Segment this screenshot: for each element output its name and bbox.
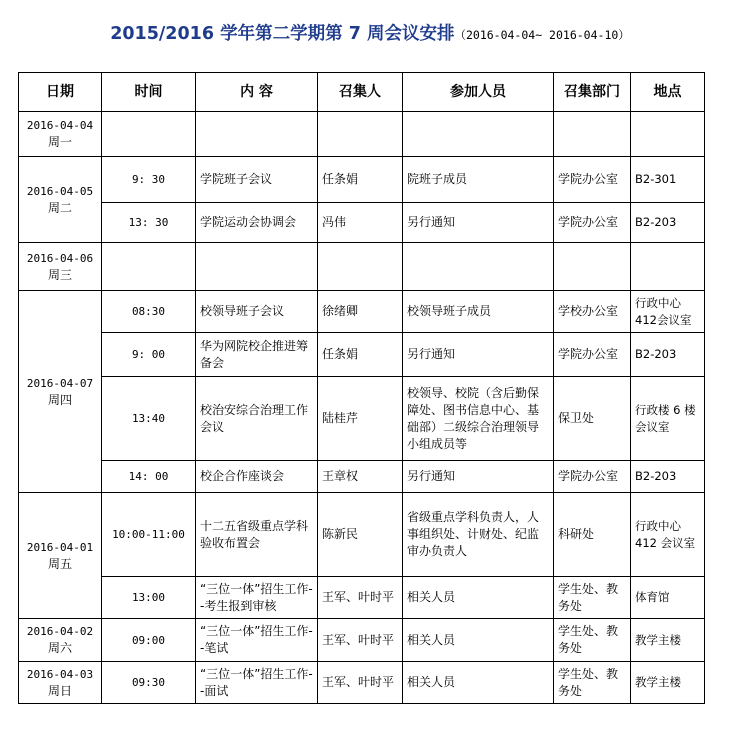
empty-cell: [554, 112, 631, 157]
table-row: [19, 243, 705, 291]
meeting-time: 09:30: [102, 662, 196, 704]
meeting-dept: 学生处、教务处: [554, 577, 631, 619]
day-cell: [19, 619, 102, 662]
empty-cell: [403, 112, 554, 157]
meeting-attendees: 相关人员: [403, 619, 554, 662]
meeting-dept: 学生处、教务处: [554, 619, 631, 662]
meeting-location: B2-203: [631, 203, 705, 243]
meeting-attendees: 另行通知: [403, 203, 554, 243]
meeting-location: 体育馆: [631, 577, 705, 619]
meeting-attendees: 院班子成员: [403, 157, 554, 203]
meeting-content: 学院班子会议: [196, 157, 318, 203]
meeting-schedule-table: [18, 72, 705, 704]
meeting-dept: 科研处: [554, 493, 631, 577]
meeting-convener: 陈新民: [318, 493, 403, 577]
header-location: 地点: [631, 73, 705, 112]
header-attendees: 参加人员: [403, 73, 554, 112]
table-row: [19, 619, 705, 662]
meeting-convener: 陆桂芹: [318, 377, 403, 461]
meeting-time: 13:00: [102, 577, 196, 619]
day-cell: [19, 112, 102, 157]
meeting-attendees: 省级重点学科负责人，人事组织处、计财处、纪监审办负责人: [403, 493, 554, 577]
meeting-convener: 王军、叶时平: [318, 662, 403, 704]
header-row: [19, 73, 705, 112]
day-date: 2016-04-05: [26, 184, 94, 198]
meeting-dept: 学院办公室: [554, 203, 631, 243]
meeting-content: “三位一体”招生工作--笔试: [196, 619, 318, 662]
table-row: [19, 333, 705, 377]
meeting-content: 校领导班子会议: [196, 291, 318, 333]
meeting-attendees: 相关人员: [403, 662, 554, 704]
meeting-content: 校治安综合治理工作会议: [196, 377, 318, 461]
meeting-dept: 学院办公室: [554, 333, 631, 377]
header-convener: 召集人: [318, 73, 403, 112]
meeting-time: 14: 00: [102, 461, 196, 493]
meeting-location: 行政中心412 会议室: [631, 493, 705, 577]
table-row: [19, 112, 705, 157]
day-date: 2016-04-01: [26, 540, 94, 554]
table-row: [19, 662, 705, 704]
day-weekday: 周二: [47, 200, 72, 215]
header-dept: 召集部门: [554, 73, 631, 112]
meeting-location: 行政中心412会议室: [631, 291, 705, 333]
day-weekday: 周六: [47, 641, 72, 655]
empty-cell: [196, 112, 318, 157]
meeting-time: 9: 30: [102, 157, 196, 203]
meeting-location: 教学主楼: [631, 619, 705, 662]
meeting-attendees: 校领导、校院（含后勤保障处、图书信息中心、基础部）二级综合治理领导小组成员等: [403, 377, 554, 461]
day-cell: [19, 662, 102, 704]
meeting-time: 13: 30: [102, 203, 196, 243]
page-title: [0, 20, 740, 45]
day-weekday: 周四: [47, 392, 72, 407]
day-weekday: 周一: [47, 135, 72, 149]
meeting-attendees: 另行通知: [403, 461, 554, 493]
meeting-convener: 任条娟: [318, 157, 403, 203]
header-content: 内 容: [196, 73, 318, 112]
day-date: 2016-04-07: [26, 376, 94, 390]
meeting-convener: 任条娟: [318, 333, 403, 377]
header-time: 时间: [102, 73, 196, 112]
day-weekday: 周三: [47, 267, 72, 282]
meeting-attendees: 校领导班子成员: [403, 291, 554, 333]
meeting-dept: 学校办公室: [554, 291, 631, 333]
day-date: 2016-04-04: [26, 119, 94, 132]
meeting-dept: 学生处、教务处: [554, 662, 631, 704]
meeting-content: 校企合作座谈会: [196, 461, 318, 493]
day-weekday: 周日: [47, 683, 72, 698]
table-row: [19, 577, 705, 619]
day-date: 2016-04-03: [26, 667, 94, 681]
meeting-content: 学院运动会协调会: [196, 203, 318, 243]
meeting-content: “三位一体”招生工作--考生报到审核: [196, 577, 318, 619]
empty-cell: [318, 112, 403, 157]
meeting-time: 08:30: [102, 291, 196, 333]
day-cell: [19, 493, 102, 619]
empty-cell: [102, 112, 196, 157]
table-row: [19, 461, 705, 493]
empty-cell: [554, 243, 631, 291]
meeting-time: 13:40: [102, 377, 196, 461]
meeting-dept: 学院办公室: [554, 157, 631, 203]
meeting-dept: 保卫处: [554, 377, 631, 461]
day-cell: [19, 291, 102, 493]
day-weekday: 周五: [47, 556, 72, 571]
meeting-content: 十二五省级重点学科验收布置会: [196, 493, 318, 577]
empty-cell: [318, 243, 403, 291]
meeting-convener: 冯伟: [318, 203, 403, 243]
table-row: [19, 377, 705, 461]
title-date-range: （2016-04-04~ 2016-04-10）: [454, 28, 630, 42]
meeting-convener: 徐绪卿: [318, 291, 403, 333]
day-date: 2016-04-02: [26, 625, 94, 638]
meeting-location: B2-203: [631, 461, 705, 493]
meeting-dept: 学院办公室: [554, 461, 631, 493]
empty-cell: [403, 243, 554, 291]
meeting-convener: 王军、叶时平: [318, 577, 403, 619]
meeting-convener: 王军、叶时平: [318, 619, 403, 662]
empty-cell: [102, 243, 196, 291]
meeting-convener: 王章权: [318, 461, 403, 493]
table-row: [19, 157, 705, 203]
day-date: 2016-04-06: [26, 251, 94, 265]
title-main: 2015/2016 学年第二学期第 7 周会议安排: [110, 24, 455, 44]
table-row: [19, 493, 705, 577]
header-date: 日期: [19, 73, 102, 112]
day-cell: [19, 243, 102, 291]
empty-cell: [631, 112, 705, 157]
meeting-location: B2-301: [631, 157, 705, 203]
empty-cell: [196, 243, 318, 291]
meeting-attendees: 相关人员: [403, 577, 554, 619]
meeting-location: B2-203: [631, 333, 705, 377]
day-cell: [19, 157, 102, 243]
meeting-attendees: 另行通知: [403, 333, 554, 377]
meeting-location: 行政楼 6 楼会议室: [631, 377, 705, 461]
meeting-time: 10:00-11:00: [102, 493, 196, 577]
meeting-content: 华为网院校企推进筹备会: [196, 333, 318, 377]
table-row: [19, 291, 705, 333]
meeting-time: 09:00: [102, 619, 196, 662]
meeting-location: 教学主楼: [631, 662, 705, 704]
meeting-content: “三位一体”招生工作--面试: [196, 662, 318, 704]
meeting-time: 9: 00: [102, 333, 196, 377]
empty-cell: [631, 243, 705, 291]
table-row: [19, 203, 705, 243]
